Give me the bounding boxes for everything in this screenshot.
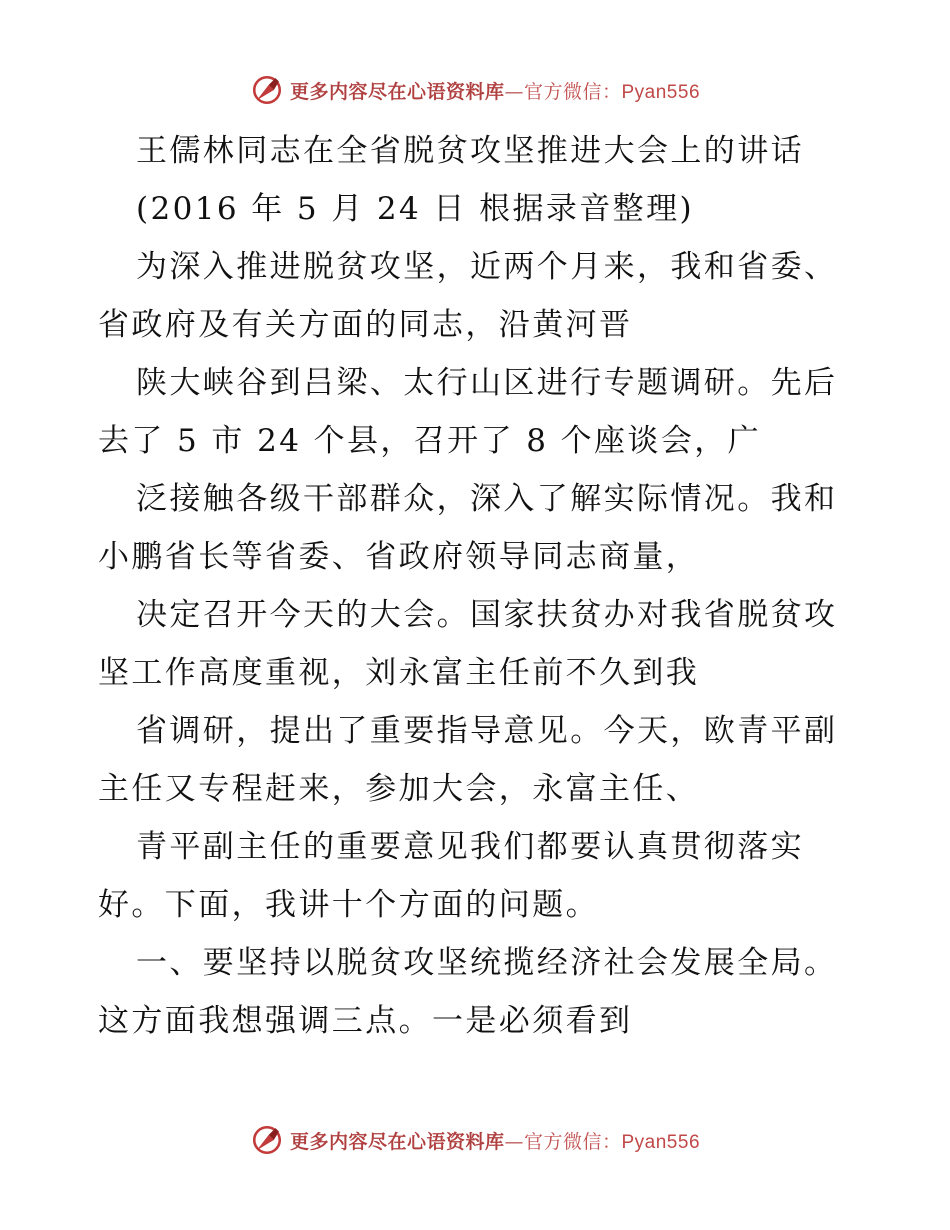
paragraph-line: 好。下面，我讲十个方面的问题。	[98, 887, 599, 923]
watermark-main: 更多内容尽在心语资料库	[289, 80, 505, 103]
pen-nib-logo-icon	[250, 1123, 284, 1157]
paragraph-line: 决定召开今天的大会。国家扶贫办对我省脱贫攻	[136, 597, 838, 633]
paragraph-line: 这方面我想强调三点。一是必须看到	[98, 1003, 633, 1039]
document-body	[98, 122, 858, 1050]
pen-nib-logo-icon	[250, 73, 284, 107]
footer-watermark	[0, 1120, 950, 1160]
watermark-wechat-label: 官方微信：	[523, 1130, 622, 1153]
header-watermark	[0, 70, 950, 110]
watermark-main: 更多内容尽在心语资料库	[289, 1130, 505, 1153]
paragraph-line: 省调研，提出了重要指导意见。今天，欧青平副	[136, 713, 838, 749]
document-title: 王儒林同志在全省脱贫攻坚推进大会上的讲话	[136, 133, 804, 169]
watermark-wechat-label: 官方微信：	[523, 80, 622, 103]
paragraph-line: 小鹏省长等省委、省政府领导同志商量，	[98, 539, 700, 575]
watermark-text	[290, 77, 700, 104]
watermark-separator: —	[504, 80, 524, 103]
paragraph-line: 主任又专程赶来，参加大会，永富主任、	[98, 771, 700, 807]
watermark-separator: —	[504, 1130, 524, 1153]
section-heading-line: 一、要坚持以脱贫攻坚统揽经济社会发展全局。	[136, 945, 838, 981]
paragraph-line: 坚工作高度重视，刘永富主任前不久到我	[98, 655, 700, 691]
paragraph-line: 为深入推进脱贫攻坚，近两个月来，我和省委、	[136, 249, 838, 285]
watermark-wechat-id: Pyan556	[621, 1131, 701, 1153]
paragraph-line: 陕大峡谷到吕梁、太行山区进行专题调研。先后	[136, 365, 838, 401]
paragraph-line: 省政府及有关方面的同志，沿黄河晋	[98, 307, 633, 343]
document-subtitle: (2016 年 5 月 24 日 根据录音整理)	[136, 191, 694, 227]
watermark-wechat-id: Pyan556	[621, 81, 701, 103]
paragraph-line: 青平副主任的重要意见我们都要认真贯彻落实	[136, 829, 804, 865]
paragraph-line: 去了 5 市 24 个县，召开了 8 个座谈会，广	[98, 423, 762, 459]
watermark-text	[290, 1127, 700, 1154]
paragraph-line: 泛接触各级干部群众，深入了解实际情况。我和	[136, 481, 838, 517]
